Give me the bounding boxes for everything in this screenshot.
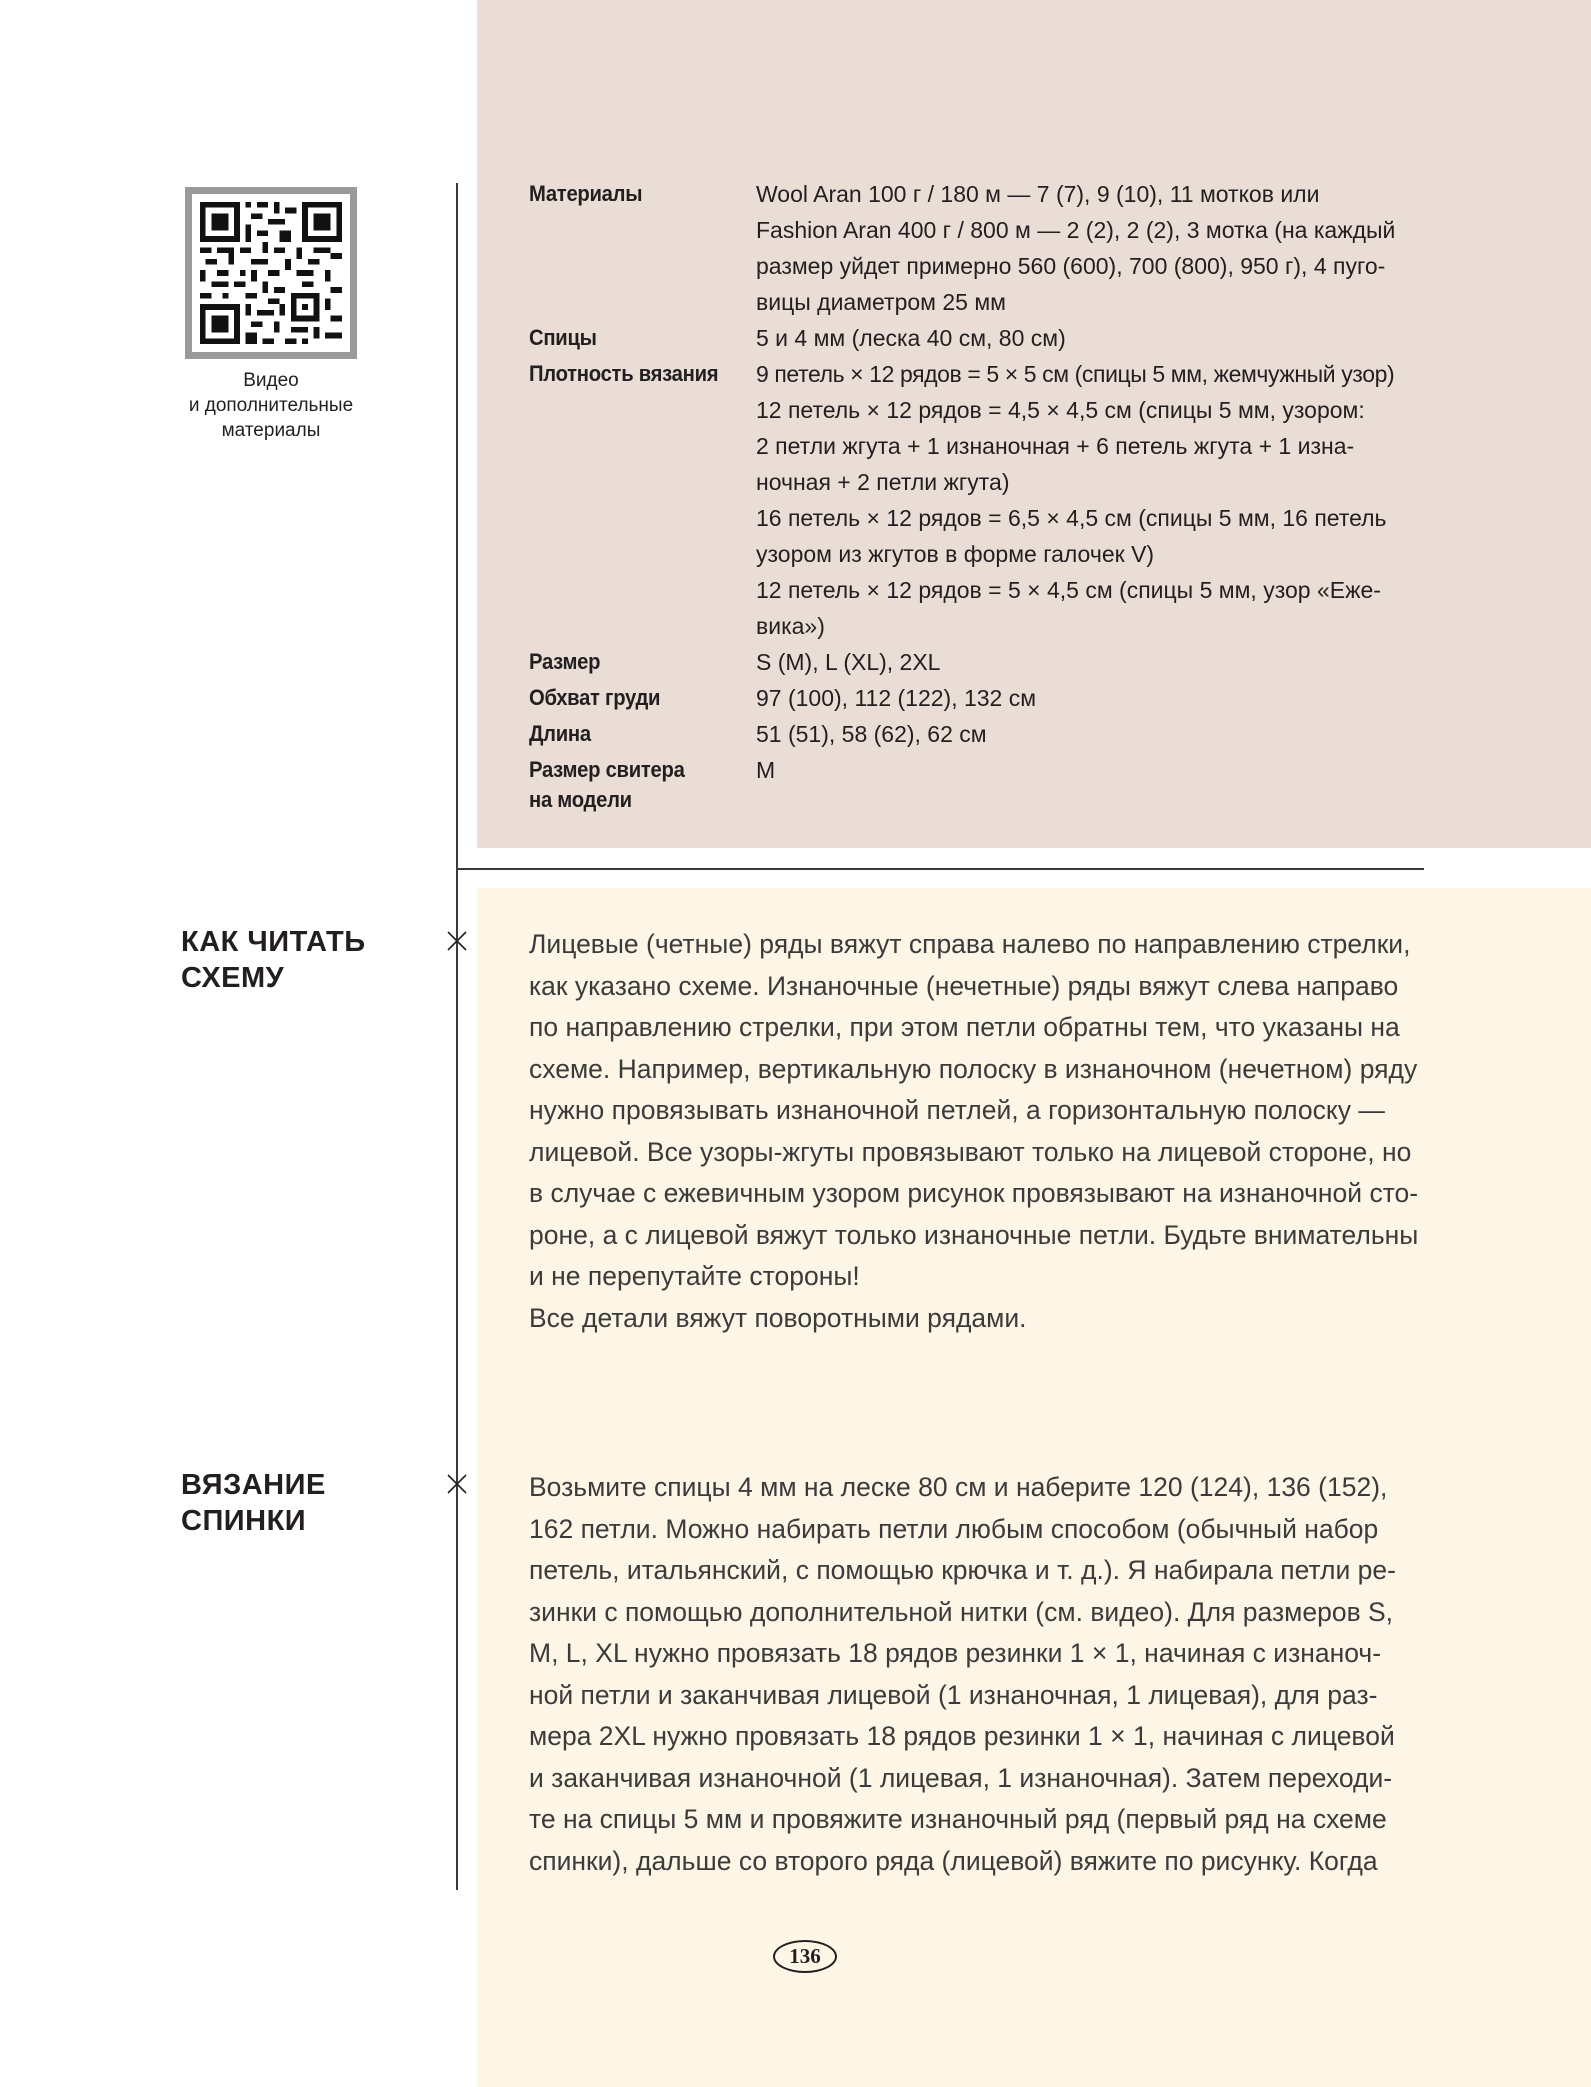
text-line: и не перепутайте стороны!	[529, 1261, 860, 1291]
text-line: те на спицы 5 мм и провяжите изнаночный ряд (первый ряд на схеме	[529, 1804, 1387, 1834]
text-line: Возьмите спицы 4 мм на леске 80 см и наберите 120 (124), 136 (152),	[529, 1472, 1388, 1502]
qr-caption-line: материалы	[221, 420, 321, 441]
spec-line: Wool Aran 100 г / 180 м — 7 (7), 9 (10), 11 мотков или	[756, 181, 1320, 207]
spec-label: Обхват груди	[529, 685, 661, 710]
spec-line: 9 петель × 12 рядов = 5 × 5 см (спицы 5 мм, жемчужный узор)	[756, 361, 1395, 387]
qr-caption	[160, 368, 382, 443]
spec-line: ночная + 2 петли жгута)	[756, 469, 1010, 495]
spec-row-materials	[529, 176, 1429, 320]
page-number: 136	[773, 1940, 837, 1973]
section-text-reading-chart	[529, 924, 1429, 1339]
spec-label: Длина	[529, 721, 591, 746]
spec-line: 16 петель × 12 рядов = 6,5 × 4,5 см (спицы 5 мм, 16 петель	[756, 505, 1387, 531]
qr-code[interactable]	[185, 187, 357, 359]
spec-row-length	[529, 716, 1429, 752]
spec-label: Плотность вязания	[529, 361, 719, 386]
spec-label: Размер	[529, 649, 601, 674]
spec-line: 2 петли жгута + 1 изнаночная + 6 петель жгута + 1 изна-	[756, 433, 1355, 459]
spec-value	[756, 752, 1429, 815]
spec-line: 5 и 4 мм (леска 40 см, 80 см)	[756, 325, 1066, 351]
text-line: лицевой. Все узоры-жгуты провязывают только на лицевой стороне, но	[529, 1136, 1412, 1167]
spec-value	[756, 716, 1429, 752]
qr-caption-line: Видео	[243, 370, 299, 391]
text-line: петель, итальянский, с помощью крючка и т. д.). Я набирала петли ре-	[529, 1555, 1396, 1585]
spec-label: Материалы	[529, 181, 643, 206]
spec-line: размер уйдет примерно 560 (600), 700 (800), 950 г), 4 пуго-	[756, 253, 1386, 279]
text-line: ной петли и заканчивая лицевой (1 изнаночная, 1 лицевая), для раз-	[529, 1679, 1378, 1710]
spec-row-needles	[529, 320, 1429, 356]
text-line: в случае с ежевичным узором рисунок провязывают на изнаночной сто-	[529, 1178, 1419, 1208]
spec-value	[756, 176, 1429, 320]
spec-line: M	[756, 757, 776, 783]
vertical-rule-bottom	[456, 868, 458, 1890]
section-text-back-knitting	[529, 1467, 1429, 1882]
text-line: спинки), дальше со второго ряда (лицевой) вяжите по рисунку. Когда	[529, 1845, 1378, 1876]
spec-value	[756, 680, 1429, 716]
spec-line: 12 петель × 12 рядов = 4,5 × 4,5 см (спицы 5 мм, узором:	[756, 397, 1365, 423]
spec-value	[756, 644, 1429, 680]
spec-line: узором из жгутов в форме галочек V)	[756, 541, 1155, 567]
spec-row-chest	[529, 680, 1429, 716]
section-title-reading-chart: КАК ЧИТАТЬ СХЕМУ	[181, 926, 366, 994]
spec-row-gauge	[529, 356, 1429, 644]
spec-line: 51 (51), 58 (62), 62 см	[756, 721, 987, 747]
text-line: по направлению стрелки, при этом петли обратны тем, что указаны на	[529, 1012, 1400, 1042]
text-line: зинки с помощью дополнительной нитки (см. видео). Для размеров S,	[529, 1596, 1394, 1627]
text-line: нужно провязывать изнаночной петлей, а горизонтальную полоску —	[529, 1095, 1385, 1125]
spec-line: вика»)	[756, 613, 825, 639]
horizontal-rule	[456, 868, 1424, 870]
spec-line: S (M), L (XL), 2XL	[756, 649, 941, 675]
text-line: мера 2XL нужно провязать 18 рядов резинки 1 × 1, начиная с лицевой	[529, 1721, 1395, 1751]
cross-marker-icon	[446, 930, 468, 952]
spec-label: Спицы	[529, 325, 597, 350]
spec-label: Размер свитера на модели	[529, 757, 685, 812]
spec-value	[756, 320, 1429, 356]
qr-code-icon	[200, 202, 342, 344]
spec-line: 97 (100), 112 (122), 132 см	[756, 685, 1037, 711]
text-line: Лицевые (четные) ряды вяжут справа налево по направлению стрелки,	[529, 929, 1411, 959]
text-line: как указано схеме. Изнаночные (нечетные) ряды вяжут слева направо	[529, 970, 1399, 1001]
spec-line: 12 петель × 12 рядов = 5 × 4,5 см (спицы 5 мм, узор «Еже-	[756, 577, 1381, 603]
spec-line: вицы диаметром 25 мм	[756, 289, 1006, 315]
text-line: роне, а с лицевой вяжут только изнаночные петли. Будьте внимательны	[529, 1219, 1419, 1250]
spec-row-size	[529, 644, 1429, 680]
text-line: и заканчивая изнаночной (1 лицевая, 1 изнаночная). Затем переходи-	[529, 1762, 1393, 1793]
text-line: M, L, XL нужно провязать 18 рядов резинки 1 × 1, начиная с изнаноч-	[529, 1638, 1382, 1668]
spec-row-model-size	[529, 752, 1429, 815]
spec-line: Fashion Aran 400 г / 800 м — 2 (2), 2 (2), 3 мотка (на каждый	[756, 217, 1396, 243]
section-title-back-knitting: ВЯЗАНИЕ СПИНКИ	[181, 1469, 326, 1537]
vertical-rule-top	[456, 183, 458, 868]
text-line: 162 петли. Можно набирать петли любым способом (обычный набор	[529, 1513, 1379, 1544]
cross-marker-icon	[446, 1473, 468, 1495]
text-line: схеме. Например, вертикальную полоску в изнаночном (нечетном) ряду	[529, 1053, 1418, 1084]
text-line: Все детали вяжут поворотными рядами.	[529, 1302, 1027, 1333]
materials-table	[529, 176, 1429, 815]
spec-value	[756, 356, 1429, 644]
qr-caption-line: и дополнительные	[188, 395, 354, 416]
